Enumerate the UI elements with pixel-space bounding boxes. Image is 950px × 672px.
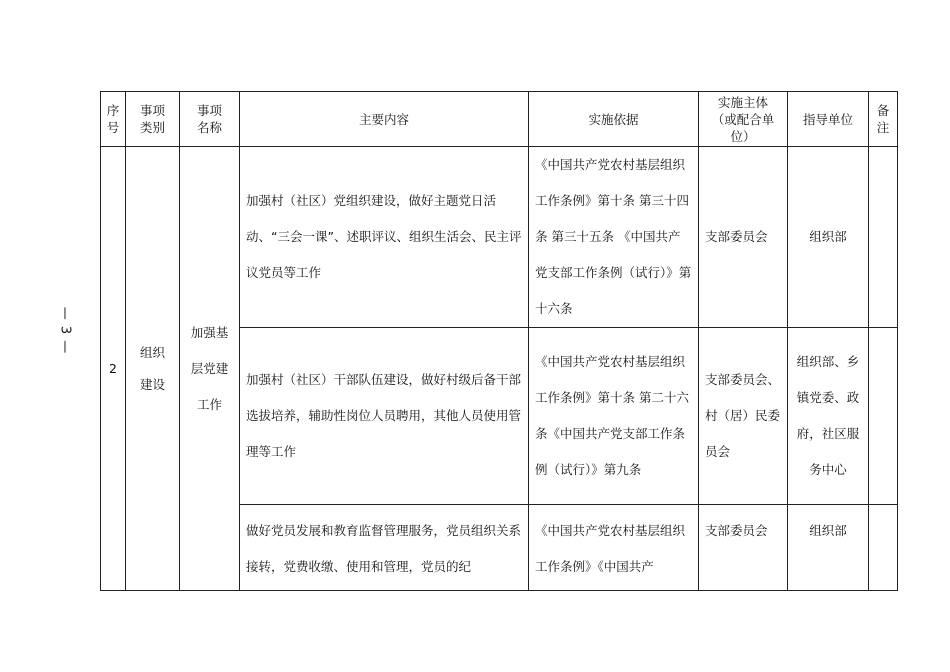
cell-content bbox=[240, 505, 529, 591]
header-content: 主要内容 bbox=[240, 92, 529, 147]
basis-text: 《中国共产党农村基层组织工作条例》《中国共产 bbox=[535, 523, 686, 574]
guide-text: 组织部 bbox=[809, 523, 847, 538]
header-subject: 实施主体（或配合单位） bbox=[699, 92, 788, 147]
header-basis: 实施依据 bbox=[529, 92, 699, 147]
cell-subject bbox=[699, 147, 788, 328]
cell-remark bbox=[869, 328, 898, 505]
header-name: 事项名称 bbox=[180, 92, 240, 147]
cell-subject bbox=[699, 328, 788, 505]
cell-basis bbox=[529, 147, 699, 328]
guide-text: 组织部、乡镇党委、政府，社区服务中心 bbox=[796, 354, 860, 477]
content-text: 加强村（社区）干部队伍建设，做好村级后备干部选拔培养，辅助性岗位人员聘用，其他人员使用管理等工作 bbox=[246, 372, 522, 459]
cell-guide bbox=[788, 505, 869, 591]
guide-text: 组织部 bbox=[809, 229, 847, 244]
subject-text: 支部委员会 bbox=[705, 229, 768, 244]
cell-subject bbox=[699, 505, 788, 591]
page-number bbox=[55, 302, 75, 358]
basis-text: 《中国共产党农村基层组织工作条例》第十条 第三十四条 第三十五条 《中国共产党支部工作条例（试行）》第十六条 bbox=[535, 157, 692, 316]
cell-remark bbox=[869, 147, 898, 328]
header-seq: 序号 bbox=[101, 92, 126, 147]
cell-remark bbox=[869, 505, 898, 591]
cell-basis bbox=[529, 505, 699, 591]
content-text: 加强村（社区）党组织建设，做好主题党日活动、“三会一课”、述职评议、组织生活会、民主评议党员等工作 bbox=[246, 193, 522, 280]
cell-content bbox=[240, 328, 529, 505]
header-remark: 备注 bbox=[869, 92, 898, 147]
cell-content bbox=[240, 147, 529, 328]
cell-item-name: 加强基层党建工作 bbox=[180, 147, 240, 591]
cell-guide bbox=[788, 147, 869, 328]
table-row bbox=[101, 147, 898, 328]
header-guide: 指导单位 bbox=[788, 92, 869, 147]
subject-text: 支部委员会、村（居）民委员会 bbox=[705, 372, 781, 459]
page-number-text: — 3 — bbox=[57, 306, 73, 354]
basis-text: 《中国共产党农村基层组织工作条例》第十条 第二十六条《中国共产党支部工作条例（试行）》第九条 bbox=[535, 354, 689, 477]
cell-category: 组织建设 bbox=[126, 147, 180, 591]
cell-basis bbox=[529, 328, 699, 505]
cell-guide bbox=[788, 328, 869, 505]
table-header-row bbox=[101, 92, 898, 147]
cell-seq: 2 bbox=[101, 147, 126, 591]
items-table bbox=[100, 91, 898, 591]
subject-text: 支部委员会 bbox=[705, 523, 768, 538]
content-text: 做好党员发展和教育监督管理服务，党员组织关系接转，党费收缴、使用和管理，党员的纪 bbox=[246, 523, 522, 574]
header-category: 事项类别 bbox=[126, 92, 180, 147]
